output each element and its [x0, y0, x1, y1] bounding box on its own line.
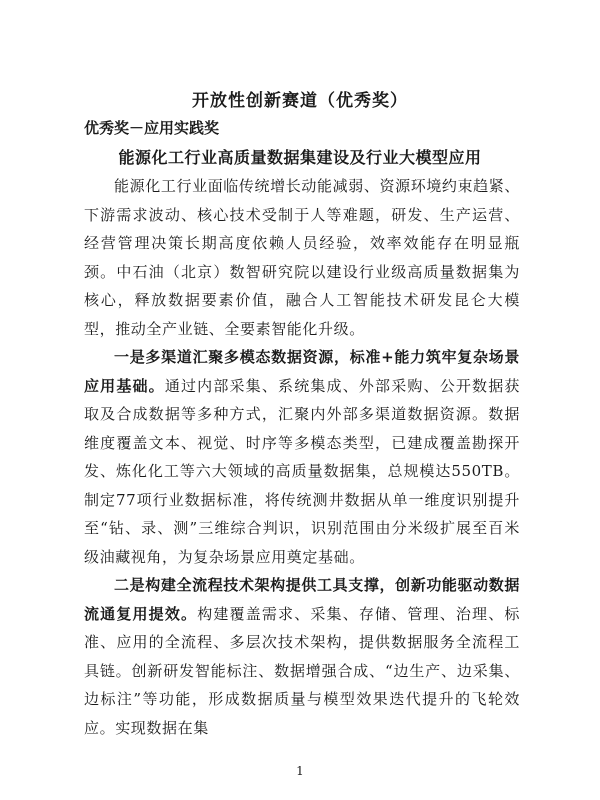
paragraph-point-two	[84, 571, 520, 742]
paragraph-lead: 二是构建全流程技术架构提供工具支撑，创新功能驱动数据流通复用提效。	[84, 576, 520, 623]
page-number: 1	[296, 764, 304, 778]
document-title: 开放性创新赛道（优秀奖）	[192, 91, 408, 111]
paragraph-lead: 一是多渠道汇聚多模态数据资源，标准+能力筑牢复杂场景应用基础。	[84, 348, 520, 395]
paragraph-point-one	[84, 343, 520, 571]
paragraph-text: 构建覆盖需求、采集、存储、管理、治理、标准、应用的全流程、多层次技术架构，提供数据服务全流程工具链。创新研发智能标注、数据增强合成、“边生产、边采集、边标注”等功能，形成数据质量与模型效果迭代提升的飞轮效应。实现数据在集	[84, 604, 520, 737]
paragraph-text: 通过内部采集、系统集成、外部采购、公开数据获取及合成数据等多种方式，汇聚内外部多渠道数据资源。数据维度覆盖文本、视觉、时序等多模态类型，已建成覆盖勘探开发、炼化化工等六大领域的高质量数据集，总规模达550TB。制定77项行业数据标准，将传统测井数据从单一维度识别提升至“钻、录、测”三维综合判识，识别范围由分米级扩展至百米级油藏视角，为复杂场景应用奠定基础。	[84, 376, 520, 566]
paragraph-text: 能源化工行业面临传统增长动能减弱、资源环境约束趋紧、下游需求波动、核心技术受制于人等难题，研发、生产运营、经营管理决策长期高度依赖人员经验，效率效能存在明显瓶颈。中石油（北京）数智研究院以建设行业级高质量数据集为核心，释放数据要素价值，融合人工智能技术研发昆仑大模型，推动全产业链、全要素智能化升级。	[84, 177, 520, 338]
project-title: 能源化工行业高质量数据集建设及行业大模型应用	[118, 148, 482, 167]
paragraph-intro	[84, 172, 520, 343]
document-body	[84, 172, 520, 742]
award-category: 优秀奖－应用实践奖	[84, 119, 220, 137]
